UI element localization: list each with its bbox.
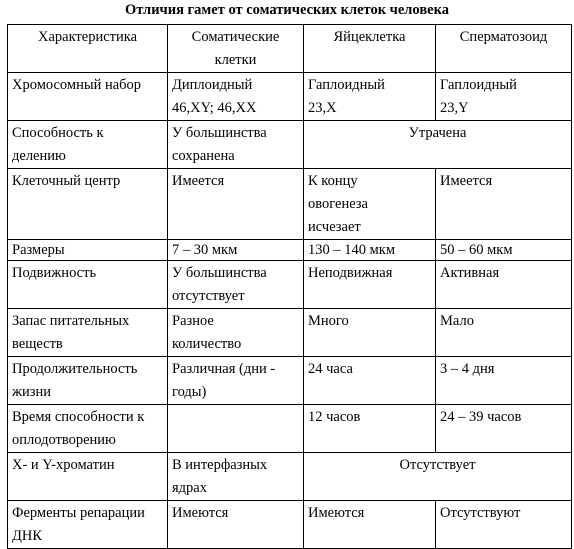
table-row: [8, 73, 572, 121]
somatic-cell: У большинства сохранена: [168, 121, 304, 169]
comparison-table: [7, 24, 572, 549]
row-label-cell: Время способности к оплодотворению: [8, 405, 168, 453]
egg-cell: Имеются: [304, 501, 436, 549]
somatic-cell: У большинства отсутствует: [168, 261, 304, 309]
sperm-cell: Отсутствуют: [436, 501, 572, 549]
table-row: [8, 309, 572, 357]
egg-cell: Много: [304, 309, 436, 357]
somatic-cell: Разное количество: [168, 309, 304, 357]
header-cell-sperm: Сперматозоид: [436, 25, 572, 73]
row-label-cell: Подвижность: [8, 261, 168, 309]
somatic-cell: [168, 405, 304, 453]
somatic-cell: 7 – 30 мкм: [168, 240, 304, 261]
row-label-cell: X- и Y-хроматин: [8, 453, 168, 501]
somatic-cell: В интерфазных ядрах: [168, 453, 304, 501]
row-label-cell: Хромосомный набор: [8, 73, 168, 121]
merged-gamete-cell: Отсутствует: [304, 453, 572, 501]
sperm-cell: Гаплоидный 23,Y: [436, 73, 572, 121]
header-cell-characteristic: Характеристика: [8, 25, 168, 73]
table-row: [8, 169, 572, 240]
egg-cell: Неподвижная: [304, 261, 436, 309]
header-cell-egg: Яйцеклетка: [304, 25, 436, 73]
sperm-cell: 50 – 60 мкм: [436, 240, 572, 261]
sperm-cell: 3 – 4 дня: [436, 357, 572, 405]
table-row: [8, 453, 572, 501]
egg-cell: 12 часов: [304, 405, 436, 453]
table-row: [8, 501, 572, 549]
egg-cell: Гаплоидный 23,X: [304, 73, 436, 121]
row-label-cell: Клеточный центр: [8, 169, 168, 240]
row-label-cell: Размеры: [8, 240, 168, 261]
sperm-cell: 24 – 39 часов: [436, 405, 572, 453]
sperm-cell: Мало: [436, 309, 572, 357]
row-label-cell: Продолжительность жизни: [8, 357, 168, 405]
header-cell-somatic: Соматические клетки: [168, 25, 304, 73]
somatic-cell: Различная (дни - годы): [168, 357, 304, 405]
somatic-cell: Имеется: [168, 169, 304, 240]
table-row: [8, 357, 572, 405]
table-row: [8, 240, 572, 261]
egg-cell: 130 – 140 мкм: [304, 240, 436, 261]
document-title: Отличия гамет от соматических клеток человека: [125, 2, 449, 18]
merged-gamete-cell: Утрачена: [304, 121, 572, 169]
row-label-cell: Запас питательных веществ: [8, 309, 168, 357]
sperm-cell: Имеется: [436, 169, 572, 240]
table-row: [8, 405, 572, 453]
row-label-cell: Способность к делению: [8, 121, 168, 169]
table-row: [8, 121, 572, 169]
egg-cell: 24 часа: [304, 357, 436, 405]
sperm-cell: Активная: [436, 261, 572, 309]
table-header-row: [8, 25, 572, 73]
somatic-cell: Имеются: [168, 501, 304, 549]
egg-cell: К концу овогенеза исчезает: [304, 169, 436, 240]
row-label-cell: Ферменты репарации ДНК: [8, 501, 168, 549]
somatic-cell: Диплоидный 46,XY; 46,XX: [168, 73, 304, 121]
table-row: [8, 261, 572, 309]
